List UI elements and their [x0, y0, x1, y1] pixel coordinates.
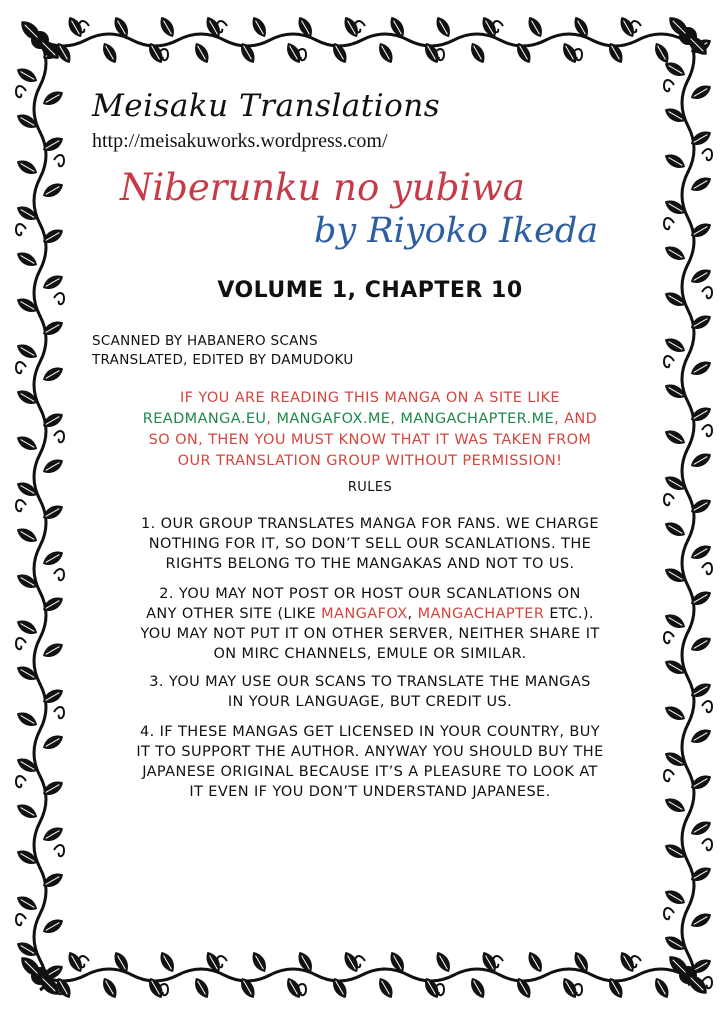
vine-curl	[16, 224, 26, 235]
vine-curl	[664, 218, 674, 229]
rule-line: YOU MAY NOT PUT IT ON OTHER SERVER, NEITHER SHARE IT	[140, 626, 600, 642]
rule-line: 4. IF THESE MANGAS GET LICENSED IN YOUR COUNTRY, BUY	[139, 724, 601, 740]
rule-line: ON MIRC CHANNELS, EMULE OR SIMILAR.	[213, 646, 527, 662]
rule-3	[90, 672, 650, 712]
vine-curl	[702, 425, 712, 436]
vine-curl	[54, 707, 64, 718]
vine-curl	[702, 701, 712, 712]
warning-text: , AND	[554, 411, 598, 427]
vine-curl	[664, 356, 674, 367]
warning-line: IF YOU ARE READING THIS MANGA ON A SITE LIKE	[179, 390, 560, 406]
warning-line	[90, 409, 650, 430]
rule-line	[90, 604, 650, 624]
translated-credit: TRANSLATED, EDITED BY DAMUDOKU	[92, 352, 354, 368]
vine-curl	[16, 86, 26, 97]
rule-1	[90, 514, 650, 574]
rule-line: IT EVEN IF YOU DON’T UNDERSTAND JAPANESE.	[189, 784, 551, 800]
rule-text: ANY OTHER SITE (LIKE	[146, 606, 322, 622]
vine-curl	[54, 569, 64, 580]
vine-curl	[16, 914, 26, 925]
group-name: Meisaku Translations	[92, 88, 441, 124]
vine-curl	[702, 287, 712, 298]
vine-curl	[16, 500, 26, 511]
vine-curl	[702, 149, 712, 160]
site-name: MANGACHAPTER	[417, 606, 545, 622]
rule-line: IT TO SUPPORT THE AUTHOR. ANYWAY YOU SHOULD BUY THE	[136, 744, 604, 760]
piracy-warning	[90, 388, 650, 472]
separator: ,	[266, 411, 277, 427]
staff-credits	[92, 332, 354, 370]
vine-curl	[664, 770, 674, 781]
rule-line: NOTHING FOR IT, SO DON’T SELL OUR SCANLATIONS. THE	[148, 536, 592, 552]
vine-curl	[702, 839, 712, 850]
vine-curl	[54, 431, 64, 442]
warning-line: OUR TRANSLATION GROUP WITHOUT PERMISSION!	[177, 453, 563, 469]
rules-heading: RULES	[347, 480, 393, 495]
rule-line: 3. YOU MAY USE OUR SCANS TO TRANSLATE THE MANGAS	[149, 674, 591, 690]
vine-curl	[16, 776, 26, 787]
author-line: by Riyoko Ikeda	[314, 211, 599, 251]
site-name: MANGAFOX	[321, 606, 408, 622]
separator: ,	[390, 411, 401, 427]
rule-4	[90, 722, 650, 802]
rule-line: 1. OUR GROUP TRANSLATES MANGA FOR FANS. WE CHARGE	[141, 516, 599, 532]
vine-curl	[54, 293, 64, 304]
vine-curl	[702, 563, 712, 574]
vine-stem	[40, 969, 697, 981]
rule-2	[90, 584, 650, 664]
scanned-credit: SCANNED BY HABANERO SCANS	[92, 333, 318, 349]
rule-text: ETC.).	[544, 606, 594, 622]
chapter-heading: VOLUME 1, CHAPTER 10	[217, 278, 523, 303]
vine-curl	[54, 155, 64, 166]
vine-stem	[40, 34, 697, 46]
vine-curl	[54, 845, 64, 856]
vine-curl	[664, 908, 674, 919]
group-url: http://meisakuworks.wordpress.com/	[92, 130, 388, 152]
manga-title: Niberunku no yubiwa	[120, 166, 525, 209]
rule-line: IN YOUR LANGUAGE, BUT CREDIT US.	[227, 694, 513, 710]
vine-curl	[664, 632, 674, 643]
separator: ,	[407, 606, 418, 622]
vine-curl	[16, 638, 26, 649]
site-name: READMANGA.EU	[142, 411, 267, 427]
rule-line: RIGHTS BELONG TO THE MANGAKAS AND NOT TO US.	[165, 556, 575, 572]
warning-line: SO ON, THEN YOU MUST KNOW THAT IT WAS TAKEN FROM	[148, 432, 592, 448]
rule-line: JAPANESE ORIGINAL BECAUSE IT’S A PLEASURE TO LOOK AT	[142, 764, 598, 780]
site-name: MANGAFOX.ME	[276, 411, 391, 427]
vine-curl	[664, 80, 674, 91]
vine-curl	[664, 494, 674, 505]
site-name: MANGACHAPTER.ME	[400, 411, 555, 427]
rule-line: 2. YOU MAY NOT POST OR HOST OUR SCANLATIONS ON	[159, 586, 581, 602]
vine-curl	[16, 362, 26, 373]
